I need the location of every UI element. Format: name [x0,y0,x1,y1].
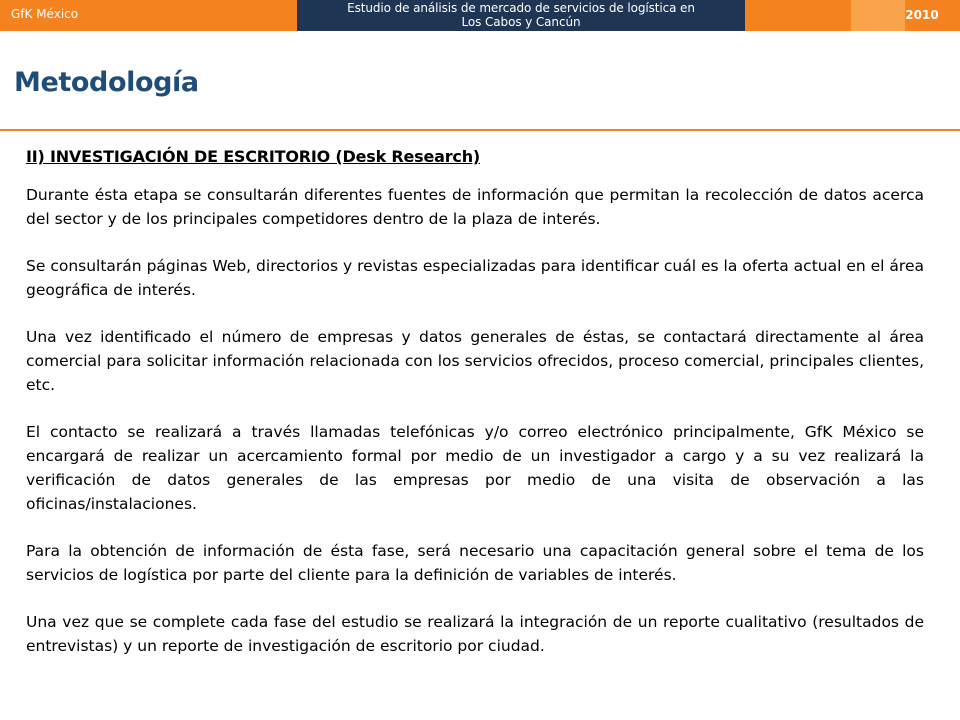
study-title-box [297,0,745,31]
paragraph-2: Se consultarán páginas Web, directorios y revistas especializadas para identificar cuál es la oferta actual en el área geográfica de interés. [26,257,924,299]
title-divider-end [941,129,960,131]
paragraph-3: Una vez identificado el número de empresas y datos generales de éstas, se contactará directamente al área comercial para solicitar información relacionada con los servicios ofrecidos, proceso comercial, principales clientes, etc. [26,328,924,394]
section-heading: II) INVESTIGACIÓN DE ESCRITORIO (Desk Research) [26,147,481,166]
paragraph-6: Una vez que se complete cada fase del estudio se realizará la integración de un reporte cualitativo (resultados de entrevistas) y un reporte de investigación de escritorio por ciudad. [26,613,924,655]
study-title-line-1: Estudio de análisis de mercado de servicios de logística en [347,1,695,15]
study-title-line-2: Los Cabos y Cancún [461,15,581,29]
methodology-content [26,145,924,658]
header-bar [0,0,960,31]
paragraph-4: El contacto se realizará a través llamadas telefónicas y/o correo electrónico principalmente, GfK México se encargará de realizar un acercamiento formal por medio de un investigador a cargo y a su vez realizará la verificación de datos generales de las empresas por medio de una visita de observación a las oficinas/instalaciones. [26,423,924,513]
paragraph-5: Para la obtención de información de ésta fase, será necesario una capacitación general sobre el tema de los servicios de logística por parte del cliente para la definición de variables de interés. [26,542,924,584]
title-divider [0,129,941,131]
year-label: 2010 [905,8,939,22]
paragraph-1: Durante ésta etapa se consultarán diferentes fuentes de información que permitan la recolección de datos acerca del sector y de los principales competidores dentro de la plaza de interés. [26,186,924,228]
page-title: Metodología [14,67,199,98]
brand-label: GfK México [11,7,79,21]
